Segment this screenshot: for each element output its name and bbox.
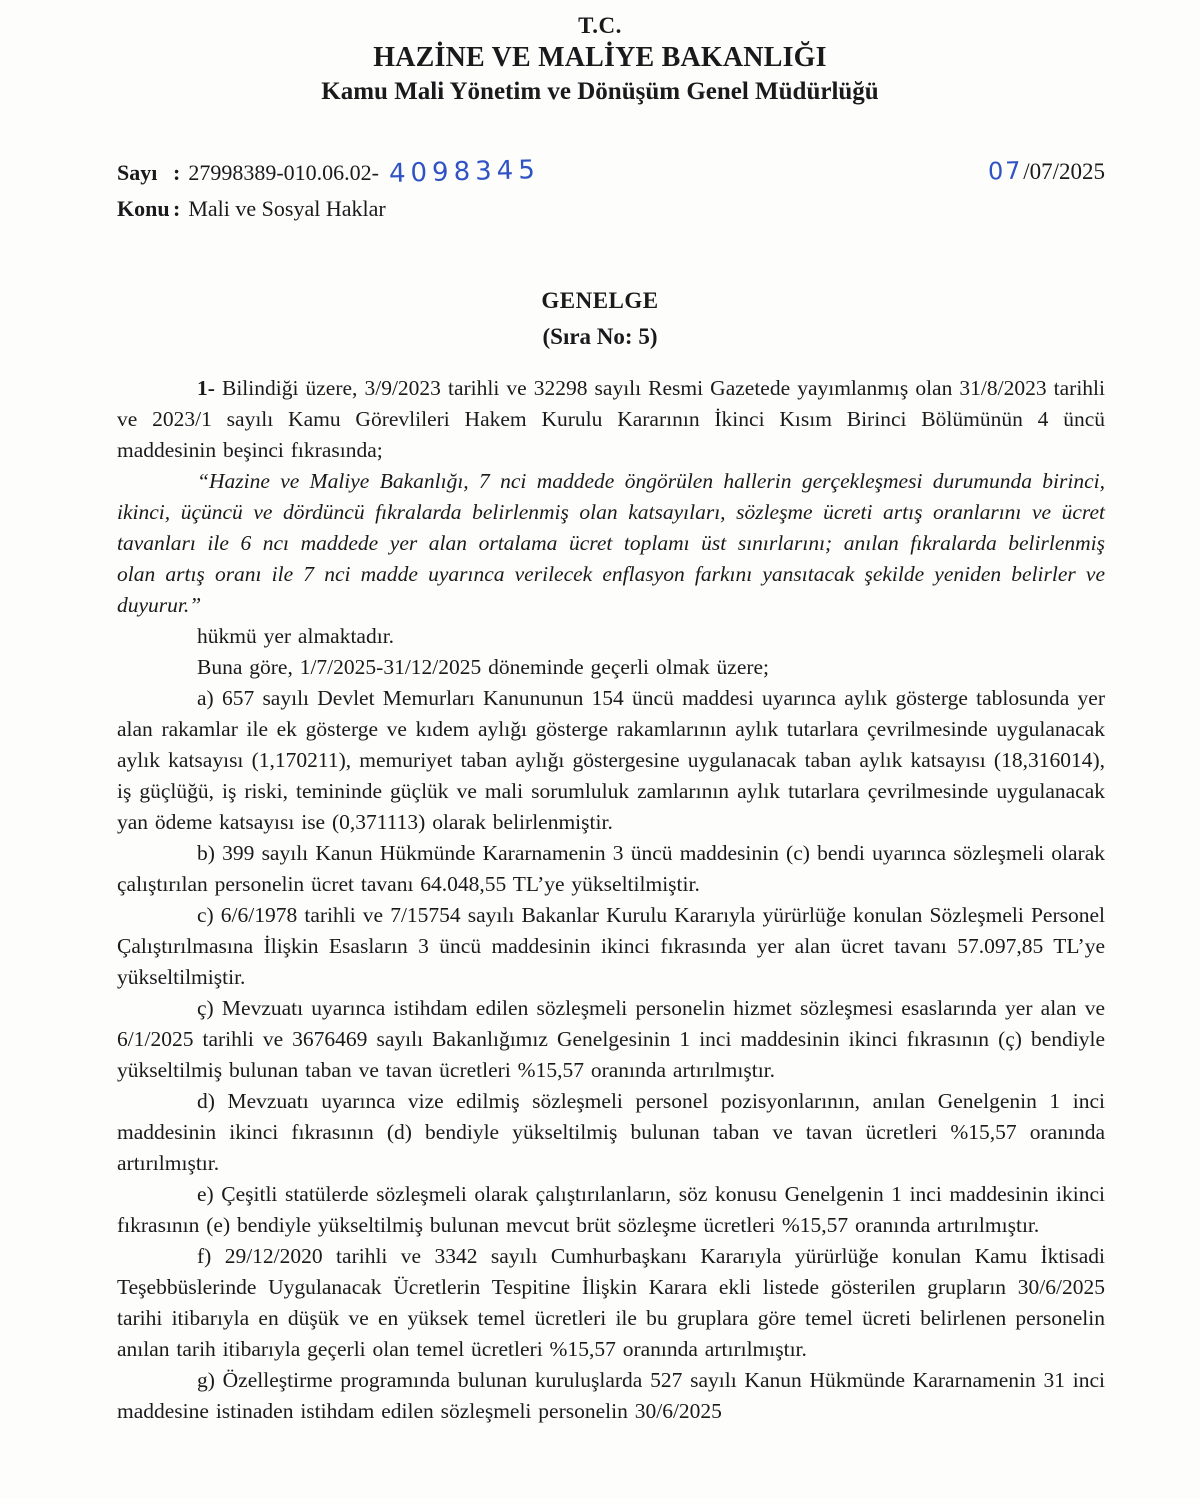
item-a: a) 657 sayılı Devlet Memurları Kanununun 154 üncü maddesi uyarınca aylık gösterge tablosunda yer alan rakamlar ile ek gösterge ve kıdem aylığı gösterge rakamlarının aylık tutarlara çevrilmesinde uygulanacak aylık katsayısı (1,170211), memuriyet taban aylığı göstergesine uygulanacak taban aylık katsayısı (18,316014), iş güçlüğü, iş riski, temininde güçlük ve mali sorumluluk zamlarının aylık tutarlara çevrilmesinde uygulanacak yan ödeme katsayısı ise (0,371113) olarak belirlenmiştir.	[117, 686, 1105, 834]
quoted-provision: “Hazine ve Maliye Bakanlığı, 7 nci maddede öngörülen hallerin gerçekleşmesi durumunda birinci, ikinci, üçüncü ve dördüncü fıkralarda belirlenmiş olan katsayıları, sözleşme ücreti artış oranlarını ve ücret tavanları ile 6 ncı maddede yer alan ortalama ücret toplamı üst sınırlarını; anılan fıkralarda belirlenmiş olan artış oranı ile 7 nci madde uyarınca verilecek enflasyon farkını yansıtacak şekilde yeniden belirler ve duyurur.”	[117, 469, 1105, 617]
item-g: g) Özelleştirme programında bulunan kuruluşlarda 527 sayılı Kanun Hükmünde Kararnamenin 31 inci maddesine istinaden istihdam edilen sözleşmeli personelin 30/6/2025	[117, 1368, 1105, 1423]
document-body	[0, 350, 1200, 1427]
genelge-title: GENELGE	[541, 288, 659, 313]
sayi-row	[117, 157, 540, 187]
document-meta	[0, 157, 1200, 231]
date-printed: /07/2025	[1023, 159, 1105, 184]
item-e: e) Çeşitli statülerde sözleşmeli olarak çalıştırılanların, söz konusu Genelgenin 1 inci maddesinin ikinci fıkrasının (e) bendiyle yükseltilmiş bulunan mevcut brüt sözleşme ücretleri %15,57 oranında artırılmıştır.	[117, 1182, 1105, 1237]
item-c: c) 6/6/1978 tarihli ve 7/15754 sayılı Bakanlar Kurulu Kararıyla yürürlüğe konulan Sözleşmeli Personel Çalıştırılmasına İlişkin Esasların 3 üncü maddesinin ikinci fıkrasında yer alan ücret tavanı 57.097,85 TL’ye yükseltilmiştir.	[117, 903, 1105, 989]
paragraph-1-text: Bilindiği üzere, 3/9/2023 tarihli ve 32298 sayılı Resmi Gazetede yayımlanmış olan 31/8/2023 tarihli ve 2023/1 sayılı Kamu Görevlileri Hakem Kurulu Kararının İkinci Kısım Birinci Bölümünün 4 üncü maddesinin beşinci fıkrasında;	[117, 376, 1105, 462]
paragraph-1-number: 1-	[197, 376, 215, 400]
date-day-handwritten: 07	[987, 156, 1023, 186]
item-c-cedilla: ç) Mevzuatı uyarınca istihdam edilen sözleşmeli personelin hizmet sözleşmesi esaslarında yer alan ve 6/1/2025 tarihli ve 3676469 sayılı Bakanlığımız Genelgesinin 1 inci maddesinin ikinci fıkrasının (ç) bendiyle yükseltilmiş bulunan taban ve tavan ücretleri %15,57 oranında artırılmıştır.	[117, 996, 1105, 1082]
item-b: b) 399 sayılı Kanun Hükmünde Kararnamenin 3 üncü maddesinin (c) bendi uyarınca sözleşmeli olarak çalıştırılan personelin ücret tavanı 64.048,55 TL’ye yükseltilmiştir.	[117, 841, 1105, 896]
sayi-colon: :	[173, 160, 181, 185]
paragraph-1	[117, 373, 1105, 466]
konu-colon: :	[173, 196, 181, 221]
letterhead-directorate: Kamu Mali Yönetim ve Dönüşüm Genel Müdürlüğü	[321, 78, 879, 105]
item-f: f) 29/12/2020 tarihli ve 3342 sayılı Cumhurbaşkanı Kararıyla yürürlüğe konulan Kamu İktisadi Teşebbüslerinde Uygulanacak Ücretlerin Tespitine İlişkin Karara ekli listede gösterilen grupların 30/6/2025 tarihi itibarıyla en düşük ve en yüksek temel ücretleri ile bu gruplara göre temel ücreti belirlenen personelin anılan tarih itibarıyla geçerli olan temel ücretleri %15,57 oranında artırılmıştır.	[117, 1244, 1105, 1361]
item-d: d) Mevzuatı uyarınca vize edilmiş sözleşmeli personel pozisyonlarının, anılan Genelgenin 1 inci maddesinin ikinci fıkrasının (d) bendiyle yükseltilmiş bulunan taban ve tavan ücretleri %15,57 oranında artırılmıştır.	[117, 1089, 1105, 1175]
paragraph-hukmu: hükmü yer almaktadır.	[197, 624, 395, 648]
meta-left-block	[117, 157, 540, 231]
letterhead-ministry: HAZİNE VE MALİYE BAKANLIĞI	[373, 42, 827, 73]
sayi-number-printed: 27998389-010.06.02-	[188, 160, 379, 185]
letterhead-tc: T.C.	[578, 13, 622, 38]
title-block	[0, 288, 1200, 350]
sayi-number-handwritten: 4098345	[388, 155, 541, 189]
document-date	[988, 157, 1105, 185]
konu-label: Konu	[117, 196, 170, 221]
konu-value: Mali ve Sosyal Haklar	[188, 196, 386, 221]
sayi-label: Sayı	[117, 160, 158, 185]
paragraph-buna-gore: Buna göre, 1/7/2025-31/12/2025 döneminde geçerli olmak üzere;	[197, 655, 770, 679]
konu-row	[117, 196, 540, 222]
genelge-subtitle: (Sıra No: 5)	[542, 324, 658, 349]
letterhead	[0, 0, 1200, 106]
